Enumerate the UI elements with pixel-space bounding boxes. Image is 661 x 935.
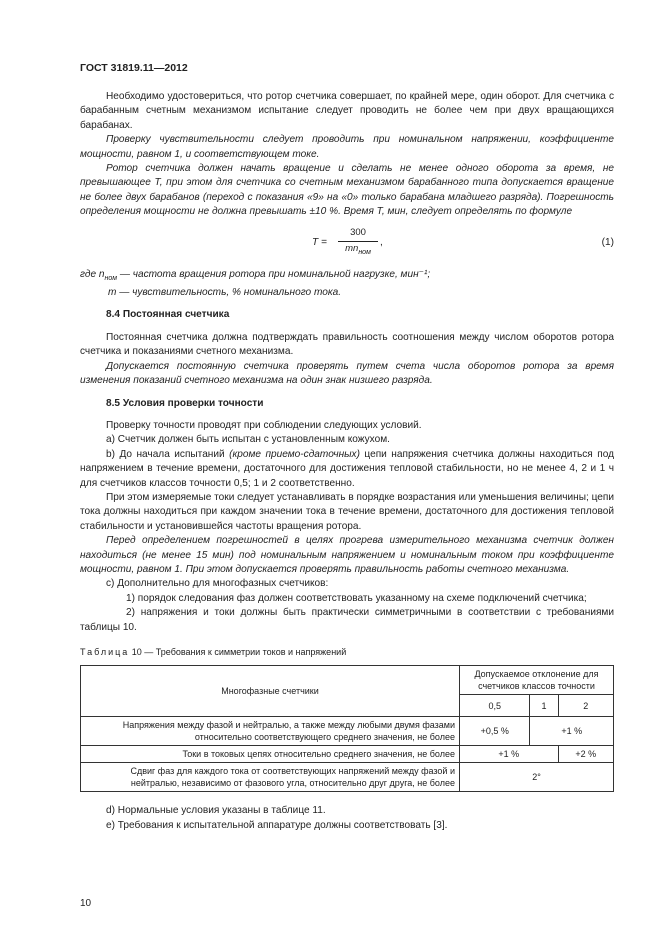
table-row [81, 763, 614, 792]
paragraph: Необходимо удостовериться, что ротор счетчика совершает, по крайней мере, один оборот. Для счетчика с барабанным счетным механизмом испытание следует проводить не более чем при двух вращающихся барабанах. [80, 91, 614, 131]
paragraph: e) Требования к испытательной аппаратуре должны соответствовать [3]. [106, 819, 448, 831]
formula-where-line: m — чувствительность, % номинального тока. [108, 287, 342, 299]
table-header-cell: Многофазные счетчики [81, 666, 460, 717]
formula-den-sub: ном [358, 248, 371, 256]
table-cell: 2° [460, 763, 614, 792]
page-number: 10 [80, 898, 92, 909]
formula-where-line [80, 268, 614, 286]
formula-number: (1) [601, 236, 614, 248]
formula-comma: , [380, 236, 383, 248]
text-run: цепи напряжения счетчика должны находиться под напряжением в течение времени, достаточного для достижения тепловой стабильности, но не менее 4, 2 и 1 ч для счетчиков классов точности 0,5; 1 и 2 соответственно. [80, 448, 614, 489]
paragraph: Перед определением погрешностей в целях прогрева измерительного механизма счетчик должен находиться (не менее 15 мин) под номинальным напряжением и номинальным током при коэффициенте мощности, равном 1. При этом допускается проверять правильность работы счетного механизма. [80, 535, 614, 575]
section-heading: 8.4 Постоянная счетчика [106, 309, 230, 321]
table-header-cell: 0,5 [460, 695, 530, 717]
table-header-cell: 2 [558, 695, 613, 717]
table-caption-text: 10 — Требования к симметрии токов и напряжений [129, 647, 347, 658]
paragraph: 1) порядок следования фаз должен соответствовать указанному на схеме подключений счетчика; [126, 592, 587, 604]
paragraph [80, 448, 614, 491]
table-header-cell: Допускаемое отклонение для счетчиков классов точности [460, 666, 614, 695]
table-row [81, 717, 614, 746]
formula-fraction [338, 226, 378, 261]
formula-denominator [338, 242, 378, 260]
paragraph: Допускается постоянную счетчика проверять путем счета числа оборотов ротора за время изменения показаний счетного механизма на один знак низшего разряда. [80, 360, 614, 387]
paragraph: При этом измеряемые токи следует устанавливать в порядке возрастания или уменьшения величины; цепи тока должны находиться при каждом значении тока в течение времени, достаточного для достижения тепловой стабильности и установившейся частоты вращения ротора. [80, 491, 614, 532]
table-header-row [81, 666, 614, 695]
formula-lhs: T = [312, 236, 327, 248]
paragraph: Ротор счетчика должен начать вращение и сделать не менее одного оборота за время, не превышающее T, при этом для счетчика со счетным механизмом барабанного типа допускается вращение не более двух барабанов (переход с показания «9» на «0» только барабана младшего разряда). Погрешность определения мощности не должна превышать ±10 %. Время T, мин, следует определять по формуле [80, 163, 614, 218]
table-cell: +1 % [460, 746, 559, 763]
formula-numerator: 300 [338, 226, 378, 242]
table-cell: Токи в токовых цепях относительно среднего значения, не более [81, 746, 460, 763]
table-cell: Сдвиг фаз для каждого тока от соответствующих напряжений между фазой и нейтралью, независимо от фазового угла, относительно друг друга, не более [81, 763, 460, 792]
table-caption [80, 645, 614, 659]
paragraph: Проверку точности проводят при соблюдении следующих условий. [106, 419, 422, 431]
table-cell: +2 % [558, 746, 613, 763]
paragraph: c) Дополнительно для многофазных счетчиков: [106, 578, 329, 590]
where-text-post: — частота вращения ротора при номинальной нагрузке, мин⁻¹; [117, 268, 431, 280]
paragraph: d) Нормальные условия указаны в таблице 11. [106, 805, 326, 817]
document-header: ГОСТ 31819.11—2012 [80, 62, 188, 74]
table-cell: +0,5 % [460, 717, 530, 746]
table-caption-word: Таблица [80, 647, 130, 658]
where-sub: ном [104, 274, 118, 282]
formula [80, 226, 614, 262]
text-run: b) До начала испытаний [106, 448, 230, 460]
table-row [81, 746, 614, 763]
table-cell: Напряжения между фазой и нейтралью, а также между любыми двумя фазами относительно соответствующего среднего значения, не более [81, 717, 460, 746]
paragraph: а) Счетчик должен быть испытан с установленным кожухом. [106, 434, 390, 446]
paragraph: Проверку чувствительности следует проводить при номинальном напряжении, коэффициенте мощности, равном 1, и соответствующем токе. [80, 134, 614, 160]
where-text: где n [80, 268, 105, 280]
symmetry-table [80, 665, 614, 792]
formula-den-text: mn [345, 243, 359, 255]
document-body [80, 90, 614, 833]
table-header-cell: 1 [530, 695, 558, 717]
section-heading: 8.5 Условия проверки точности [106, 397, 264, 409]
paragraph: 2) напряжения и токи должны быть практически симметричными в соответствии с требованиями таблицы 10. [80, 607, 614, 633]
table-cell: +1 % [530, 717, 614, 746]
text-run-italic: (кроме приемо-сдаточных) [229, 448, 360, 460]
paragraph: Постоянная счетчика должна подтверждать правильность соотношения между числом оборотов ротора счетчика и показаниями счетного механизма. [80, 331, 614, 358]
